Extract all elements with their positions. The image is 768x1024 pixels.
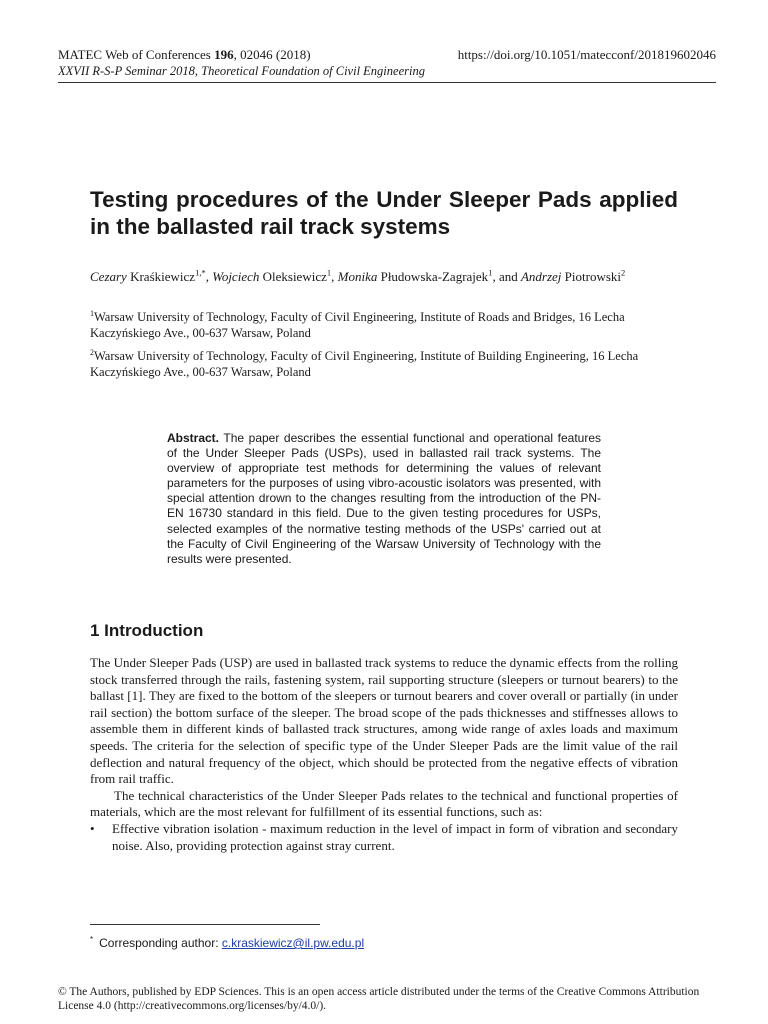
affiliation-1: $^1$Warsaw University of Technology, Faculty of Civil Engineering, Institute of Roads and Bridges, 16 Lecha Kaczyńskiego Ave., 00-637 Warsaw, Poland: [90, 309, 625, 341]
abstract: [167, 431, 601, 567]
abstract-text: The paper describes the essential functional and operational features of the Under Sleeper Pads (USPs), used in ballasted rail track systems. The overview of appropriate test methods for determining the values of relevant parameters for the purposes of using vibro-acoustic isolators was presented, with special attention drown to the changes resulting from the introduction of the PN-EN 16730 standard in this field. Due to the given testing procedures for USPs, selected examples of the normative testing methods of the USPs' carried out at the Faculty of Civil Engineering of the Warsaw University of Technology with the results were presented.: [167, 431, 601, 566]
running-header: [58, 47, 716, 79]
paragraph: The Under Sleeper Pads (USP) are used in ballasted track systems to reduce the dynamic effects from the rolling stock transferred through the rails, fastening system, rail supporting structure (sleepers or turnout bearers) to the ballast [1]. They are fixed to the bottom of the sleepers or turnout bearers and cover overall or partially (in under rail section) the bottom surface of the sleeper. The broad scope of the pads thicknesses and stiffnesses allows to assemble them in different kinds of ballasted track structures, among wide range of axles loads and maximum speeds. The criteria for the selection of specific type of the Under Sleeper Pads are the limit value of the rail deflection and natural frequency of the object, which should be protected from the negative effects of vibration from rail traffic.: [90, 655, 678, 787]
journal-citation: MATEC Web of Conferences 196, 02046 (2018): [58, 47, 311, 62]
doi-link[interactable]: https://doi.org/10.1051/matecconf/201819602046: [457, 47, 716, 62]
footnote-divider: [90, 924, 320, 925]
author: Andrzej Piotrowski$^2$: [520, 268, 626, 285]
bullet-icon: •: [90, 820, 95, 836]
footnote: * Corresponding author: c.kraskiewicz@il.pw.edu.pl: [90, 935, 365, 950]
abstract-label: Abstract.: [167, 431, 220, 445]
paper-title: Testing procedures of the Under Sleeper Pads applied in the ballasted rail track systems: [90, 187, 678, 239]
header-divider: [58, 82, 716, 83]
author-list: [90, 264, 678, 286]
section-heading: 1 Introduction: [90, 621, 204, 640]
bullet-item: [90, 821, 678, 854]
seminar-name: XXVII R-S-P Seminar 2018, Theoretical Foundation of Civil Engineering: [58, 64, 425, 78]
paragraph: The technical characteristics of the Under Sleeper Pads relates to the technical and functional properties of materials, which are the most relevant for fulfillment of its essential functions, such as:: [90, 787, 678, 820]
email-link[interactable]: c.kraskiewicz@il.pw.edu.pl: [221, 936, 365, 950]
author: Wojciech Oleksiewicz$^1$,: [212, 268, 338, 285]
author: Cezary Kraśkiewicz$^{1,*}$,: [90, 268, 213, 285]
license-notice: © The Authors, published by EDP Sciences. This is an open access article distributed under the terms of the Creative Commons Attribution License 4.0 (http://creativecommons.org/licenses/by/4.0/).: [58, 986, 700, 1012]
affiliation-2: $^2$Warsaw University of Technology, Faculty of Civil Engineering, Institute of Building Engineering, 16 Lecha Kaczyńskiego Ave., 00-637 Warsaw, Poland: [90, 348, 639, 380]
bullet-text: Effective vibration isolation - maximum reduction in the level of impact in form of vibration and secondary noise. Also, providing protection against stray current.: [112, 820, 678, 853]
author: Monika Płudowska-Zagrajek$^1$, and: [337, 268, 521, 285]
section-body: [90, 655, 678, 854]
